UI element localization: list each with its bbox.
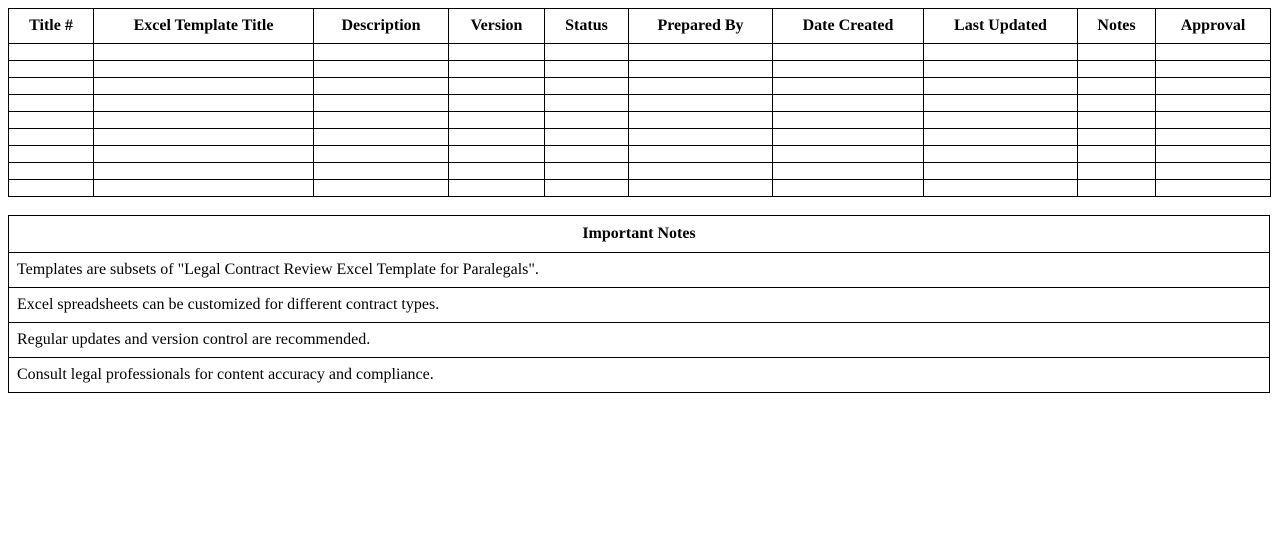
header-notes: Notes xyxy=(1078,9,1156,44)
table-cell[interactable] xyxy=(94,129,314,146)
table-row xyxy=(9,129,1271,146)
table-cell[interactable] xyxy=(545,95,629,112)
table-cell[interactable] xyxy=(449,44,545,61)
note-row xyxy=(9,253,1270,288)
table-cell[interactable] xyxy=(773,146,924,163)
table-cell[interactable] xyxy=(1078,129,1156,146)
table-cell[interactable] xyxy=(629,163,773,180)
important-notes-table xyxy=(8,215,1270,393)
table-cell[interactable] xyxy=(773,129,924,146)
table-cell[interactable] xyxy=(94,78,314,95)
page-content xyxy=(8,8,1270,393)
table-cell[interactable] xyxy=(629,146,773,163)
table-cell[interactable] xyxy=(1156,95,1271,112)
header-prepared-by: Prepared By xyxy=(629,9,773,44)
table-cell[interactable] xyxy=(94,180,314,197)
table-cell[interactable] xyxy=(924,163,1078,180)
table-cell[interactable] xyxy=(9,61,94,78)
table-row xyxy=(9,163,1271,180)
table-cell[interactable] xyxy=(629,112,773,129)
table-cell[interactable] xyxy=(924,95,1078,112)
table-cell[interactable] xyxy=(629,129,773,146)
note-item: Templates are subsets of "Legal Contract Review Excel Template for Paralegals". xyxy=(9,253,1270,288)
table-row xyxy=(9,146,1271,163)
header-date-created: Date Created xyxy=(773,9,924,44)
table-row xyxy=(9,95,1271,112)
table-cell[interactable] xyxy=(449,95,545,112)
header-approval: Approval xyxy=(1156,9,1271,44)
table-cell[interactable] xyxy=(1078,180,1156,197)
table-cell[interactable] xyxy=(94,61,314,78)
table-cell[interactable] xyxy=(1156,78,1271,95)
note-row xyxy=(9,323,1270,358)
table-cell[interactable] xyxy=(9,95,94,112)
table-cell[interactable] xyxy=(629,61,773,78)
note-row xyxy=(9,288,1270,323)
table-cell[interactable] xyxy=(1078,44,1156,61)
table-cell[interactable] xyxy=(449,78,545,95)
table-cell[interactable] xyxy=(773,163,924,180)
table-cell[interactable] xyxy=(924,61,1078,78)
table-cell[interactable] xyxy=(449,112,545,129)
table-cell[interactable] xyxy=(545,163,629,180)
table-row xyxy=(9,112,1271,129)
table-cell[interactable] xyxy=(629,180,773,197)
table-cell[interactable] xyxy=(545,180,629,197)
table-cell[interactable] xyxy=(94,163,314,180)
note-row xyxy=(9,358,1270,393)
table-cell[interactable] xyxy=(314,78,449,95)
table-cell[interactable] xyxy=(94,95,314,112)
header-version: Version xyxy=(449,9,545,44)
table-cell[interactable] xyxy=(545,78,629,95)
table-cell[interactable] xyxy=(545,129,629,146)
table-cell[interactable] xyxy=(449,129,545,146)
table-cell[interactable] xyxy=(449,180,545,197)
notes-title: Important Notes xyxy=(9,216,1270,253)
table-cell[interactable] xyxy=(1156,61,1271,78)
note-item: Consult legal professionals for content accuracy and compliance. xyxy=(9,358,1270,393)
table-cell[interactable] xyxy=(94,146,314,163)
table-cell[interactable] xyxy=(1078,95,1156,112)
note-item: Excel spreadsheets can be customized for different contract types. xyxy=(9,288,1270,323)
table-body xyxy=(9,44,1271,197)
header-description: Description xyxy=(314,9,449,44)
table-cell[interactable] xyxy=(449,146,545,163)
table-cell[interactable] xyxy=(314,180,449,197)
table-cell[interactable] xyxy=(94,44,314,61)
table-cell[interactable] xyxy=(314,163,449,180)
table-cell[interactable] xyxy=(1156,129,1271,146)
table-cell[interactable] xyxy=(1078,61,1156,78)
table-cell[interactable] xyxy=(924,44,1078,61)
table-cell[interactable] xyxy=(449,163,545,180)
table-cell[interactable] xyxy=(773,61,924,78)
table-cell[interactable] xyxy=(629,95,773,112)
table-cell[interactable] xyxy=(1078,163,1156,180)
table-cell[interactable] xyxy=(1156,163,1271,180)
table-cell[interactable] xyxy=(1078,146,1156,163)
table-cell[interactable] xyxy=(314,95,449,112)
table-cell[interactable] xyxy=(1156,180,1271,197)
table-cell[interactable] xyxy=(545,112,629,129)
table-cell[interactable] xyxy=(629,78,773,95)
header-last-updated: Last Updated xyxy=(924,9,1078,44)
table-cell[interactable] xyxy=(1156,44,1271,61)
table-cell[interactable] xyxy=(9,129,94,146)
table-cell[interactable] xyxy=(9,44,94,61)
note-item: Regular updates and version control are recommended. xyxy=(9,323,1270,358)
table-cell[interactable] xyxy=(924,112,1078,129)
table-row xyxy=(9,180,1271,197)
table-cell[interactable] xyxy=(9,163,94,180)
table-cell[interactable] xyxy=(773,95,924,112)
table-cell[interactable] xyxy=(545,146,629,163)
table-cell[interactable] xyxy=(924,129,1078,146)
table-cell[interactable] xyxy=(9,112,94,129)
table-cell[interactable] xyxy=(449,61,545,78)
table-cell[interactable] xyxy=(314,61,449,78)
template-tracking-table xyxy=(8,8,1271,197)
table-cell[interactable] xyxy=(773,180,924,197)
table-cell[interactable] xyxy=(924,78,1078,95)
table-cell[interactable] xyxy=(9,78,94,95)
table-cell[interactable] xyxy=(314,44,449,61)
header-status: Status xyxy=(545,9,629,44)
table-cell[interactable] xyxy=(1156,112,1271,129)
table-cell[interactable] xyxy=(94,112,314,129)
table-row xyxy=(9,61,1271,78)
table-row xyxy=(9,78,1271,95)
header-title-number: Title # xyxy=(9,9,94,44)
table-cell[interactable] xyxy=(924,180,1078,197)
table-cell[interactable] xyxy=(545,44,629,61)
table-cell[interactable] xyxy=(773,112,924,129)
table-row xyxy=(9,44,1271,61)
table-cell[interactable] xyxy=(9,146,94,163)
table-cell[interactable] xyxy=(1078,112,1156,129)
table-cell[interactable] xyxy=(314,129,449,146)
table-cell[interactable] xyxy=(314,146,449,163)
table-cell[interactable] xyxy=(924,146,1078,163)
table-cell[interactable] xyxy=(1156,146,1271,163)
table-cell[interactable] xyxy=(773,44,924,61)
table-cell[interactable] xyxy=(9,180,94,197)
table-cell[interactable] xyxy=(314,112,449,129)
table-cell[interactable] xyxy=(1078,78,1156,95)
table-cell[interactable] xyxy=(629,44,773,61)
notes-header-row xyxy=(9,216,1270,253)
table-cell[interactable] xyxy=(545,61,629,78)
table-cell[interactable] xyxy=(773,78,924,95)
table-header-row xyxy=(9,9,1271,44)
header-excel-template-title: Excel Template Title xyxy=(94,9,314,44)
